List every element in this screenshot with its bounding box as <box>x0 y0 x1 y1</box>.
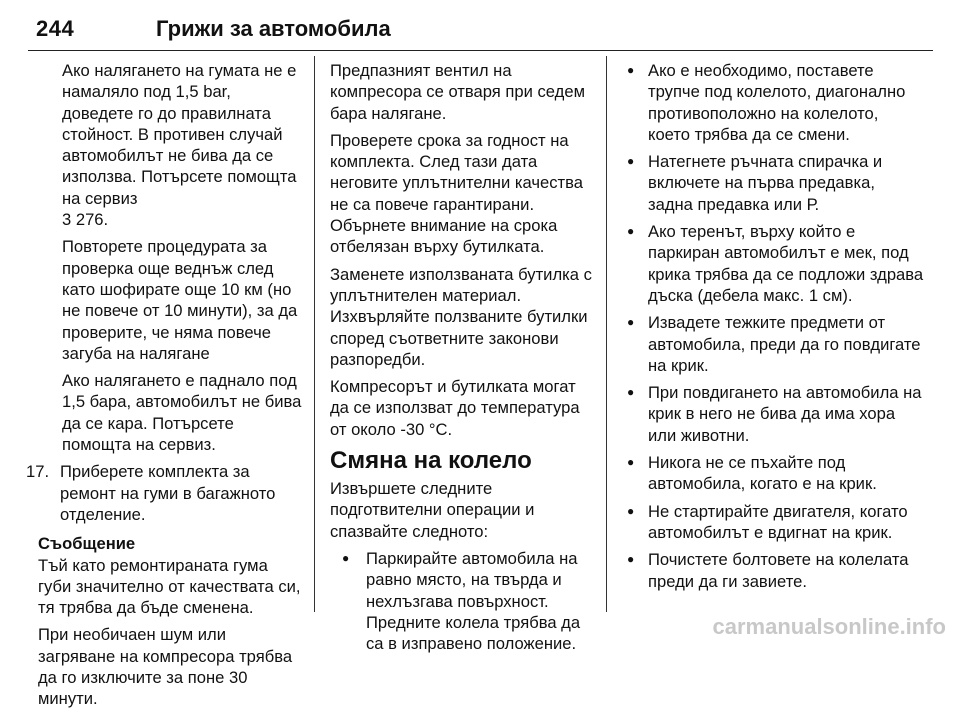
paragraph-temperature: Компресорът и бутилката могат да се използват до температура от около -30 °C. <box>330 377 580 439</box>
column-divider <box>606 56 607 612</box>
section-intro: Извършете следните подготвителни операции и спазвайте следното: <box>330 479 535 541</box>
bullet-item: ● Ако е необходимо, поставете трупче под колелото, диагонално противоположно на колелото, което трябва да се смени. <box>624 60 924 145</box>
section-title: Смяна на колело <box>330 447 532 475</box>
bullet-item: ● Натегнете ръчната спирачка и включете на първа предавка, задна предавка или Р. <box>624 151 924 215</box>
column-divider <box>314 56 315 612</box>
column-middle <box>330 60 598 660</box>
bullet-item: ● Паркирайте автомобила на равно място, на твърда и нехлъзгава повърхност. Предните колела трябва да са в изправено положение. <box>330 548 598 654</box>
column-right <box>624 60 924 598</box>
paragraph-text: Ако налягането на гумата не е намаляло под 1,5 bar, доведете го до правилната стойност. В противен случай автомобилът не бива да се използва. Потърсете помощта на сервиз <box>62 61 297 208</box>
bullet-item: ● Не стартирайте двигателя, когато автомобилът е вдигнат на крик. <box>624 501 924 544</box>
paragraph-expiry: Проверете срока за годност на комплекта. След тази дата неговите уплътнителни качества не са повече гарантирани. Обърнете внимание на срока отбелязан върху бутилката. <box>330 130 583 257</box>
note-title: Съобщение <box>38 534 136 554</box>
bullet-list <box>330 548 598 654</box>
paragraph-safety-valve: Предпазният вентил на компресора се отваря при седем бара налягане. <box>330 61 585 123</box>
column-left <box>26 60 302 716</box>
bullet-item: ● Ако теренът, върху който е паркиран автомобилът е мек, под крика трябва да се подложи здрава дъска (дебела макс. 1 см). <box>624 221 924 306</box>
paragraph-compressor-noise: При необичаен шум или загряване на компресора трябва да го изключите за поне 30 минути. <box>38 625 293 709</box>
bullet-item: ● Почистете болтовете на колелата преди да ги завиете. <box>624 549 924 592</box>
paragraph-low-pressure: Ако налягането е паднало под 1,5 бара, автомобилът не бива да се кара. Потърсете помощта на сервиз. <box>62 371 302 455</box>
page-number: 244 <box>36 16 75 41</box>
page-title: Грижи за автомобила <box>156 16 391 41</box>
paragraph-replace-bottle: Заменете използваната бутилка с уплътнителен материал. Изхвърляйте ползваните бутилки според съответните законови разпоредби. <box>330 264 592 369</box>
step-number: 17. <box>26 462 50 482</box>
paragraph-repeat-check: Повторете процедурата за проверка още веднъж след като шофирате още 10 км (но не повече от 10 минути), за да проверите, че няма повече загуба на налягане <box>62 237 298 363</box>
watermark: carmanualsonline.info <box>712 614 946 639</box>
paragraph-pressure-check <box>38 60 302 455</box>
page-header <box>28 14 933 51</box>
step-text: Приберете комплекта за ремонт на гуми в багажното отделение. <box>60 462 276 524</box>
note-text: Тъй като ремонтираната гума губи значително от качествата си, тя трябва да бъде сменена. <box>38 555 301 618</box>
step-item <box>26 461 302 525</box>
page-reference-link[interactable]: 3 276. <box>62 210 109 230</box>
bullet-item: ● При повдигането на автомобила на крик в него не бива да има хора или животни. <box>624 382 924 446</box>
bullet-item: ● Никога не се пъхайте под автомобила, когато е на крик. <box>624 452 924 495</box>
bullet-item: ● Извадете тежките предмети от автомобила, преди да го повдигате на крик. <box>624 312 924 376</box>
